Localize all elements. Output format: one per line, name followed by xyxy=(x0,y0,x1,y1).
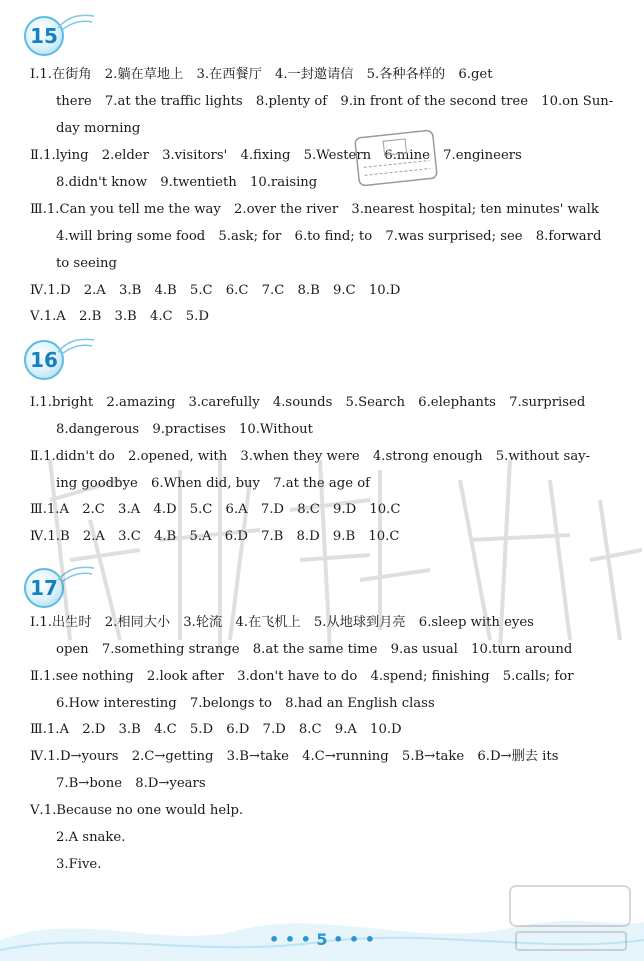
answer-line: 6.How interesting 7.belongs to 8.had an English class xyxy=(56,696,435,711)
answer-line: Ⅴ.1.Because no one would help. xyxy=(30,803,244,818)
answer-line: Ⅳ.1.D 2.A 3.B 4.B 5.C 6.C 7.C 8.B 9.C 10.D xyxy=(30,283,401,298)
answer-line: to seeing xyxy=(56,256,117,271)
answer-line: Ⅴ.1.A 2.B 3.B 4.C 5.D xyxy=(30,309,209,324)
splash-icon xyxy=(56,12,96,34)
answer-line: Ⅰ.1.bright 2.amazing 3.carefully 4.sounds 5.Search 6.elephants 7.surprised xyxy=(30,395,586,410)
section-badge-16 xyxy=(24,340,64,380)
answer-line: ing goodbye 6.When did, buy 7.at the age of xyxy=(56,476,371,491)
section-badge-15 xyxy=(24,16,64,56)
answer-line: 3.Five. xyxy=(56,857,102,872)
answer-line: Ⅱ.1.didn't do 2.opened, with 3.when they were 4.strong enough 5.without say- xyxy=(30,449,591,464)
answer-line: Ⅰ.1.出生时 2.相同大小 3.轮流 4.在飞机上 5.从地球到月亮 6.sleep with eyes xyxy=(30,615,534,630)
page-number: • • • 5 • • • xyxy=(269,930,375,949)
answer-line: Ⅱ.1.see nothing 2.look after 3.don't have to do 4.spend; finishing 5.calls; for xyxy=(30,669,574,684)
answer-line: 2.A snake. xyxy=(56,830,126,845)
stamp-logo xyxy=(353,128,440,188)
answer-line: Ⅱ.1.lying 2.elder 3.visitors' 4.fixing 5.Western 6.mine 7.engineers xyxy=(30,148,522,163)
answer-line: there 7.at the traffic lights 8.plenty of 9.in front of the second tree 10.on Sun- xyxy=(56,94,614,109)
watermark-logo xyxy=(30,440,644,660)
section-number: 16 xyxy=(30,348,58,372)
answer-line: day morning xyxy=(56,121,141,136)
answer-line: Ⅲ.1.Can you tell me the way 2.over the river 3.nearest hospital; ten minutes' walk xyxy=(30,202,599,217)
splash-icon xyxy=(56,336,96,358)
answer-line: open 7.something strange 8.at the same time 9.as usual 10.turn around xyxy=(56,642,573,657)
answer-line: 8.didn't know 9.twentieth 10.raising xyxy=(56,175,318,190)
section-number: 17 xyxy=(30,576,58,600)
answer-line: Ⅰ.1.在街角 2.躺在草地上 3.在西餐厅 4.一封邀请信 5.各种各样的 6.get xyxy=(30,67,493,82)
answer-line: 4.will bring some food 5.ask; for 6.to find; to 7.was surprised; see 8.forward xyxy=(56,229,602,244)
answer-line: Ⅲ.1.A 2.D 3.B 4.C 5.D 6.D 7.D 8.C 9.A 10.D xyxy=(30,722,402,737)
section-number: 15 xyxy=(30,24,58,48)
answer-line: 7.B→bone 8.D→years xyxy=(56,776,206,791)
answer-line: Ⅳ.1.D→yours 2.C→getting 3.B→take 4.C→running 5.B→take 6.D→删去 its xyxy=(30,749,559,764)
answer-line: Ⅲ.1.A 2.C 3.A 4.D 5.C 6.A 7.D 8.C 9.D 10.C xyxy=(30,502,401,517)
answer-line: 8.dangerous 9.practises 10.Without xyxy=(56,422,313,437)
answer-line: Ⅳ.1.B 2.A 3.C 4.B 5.A 6.D 7.B 8.D 9.B 10.C xyxy=(30,529,400,544)
